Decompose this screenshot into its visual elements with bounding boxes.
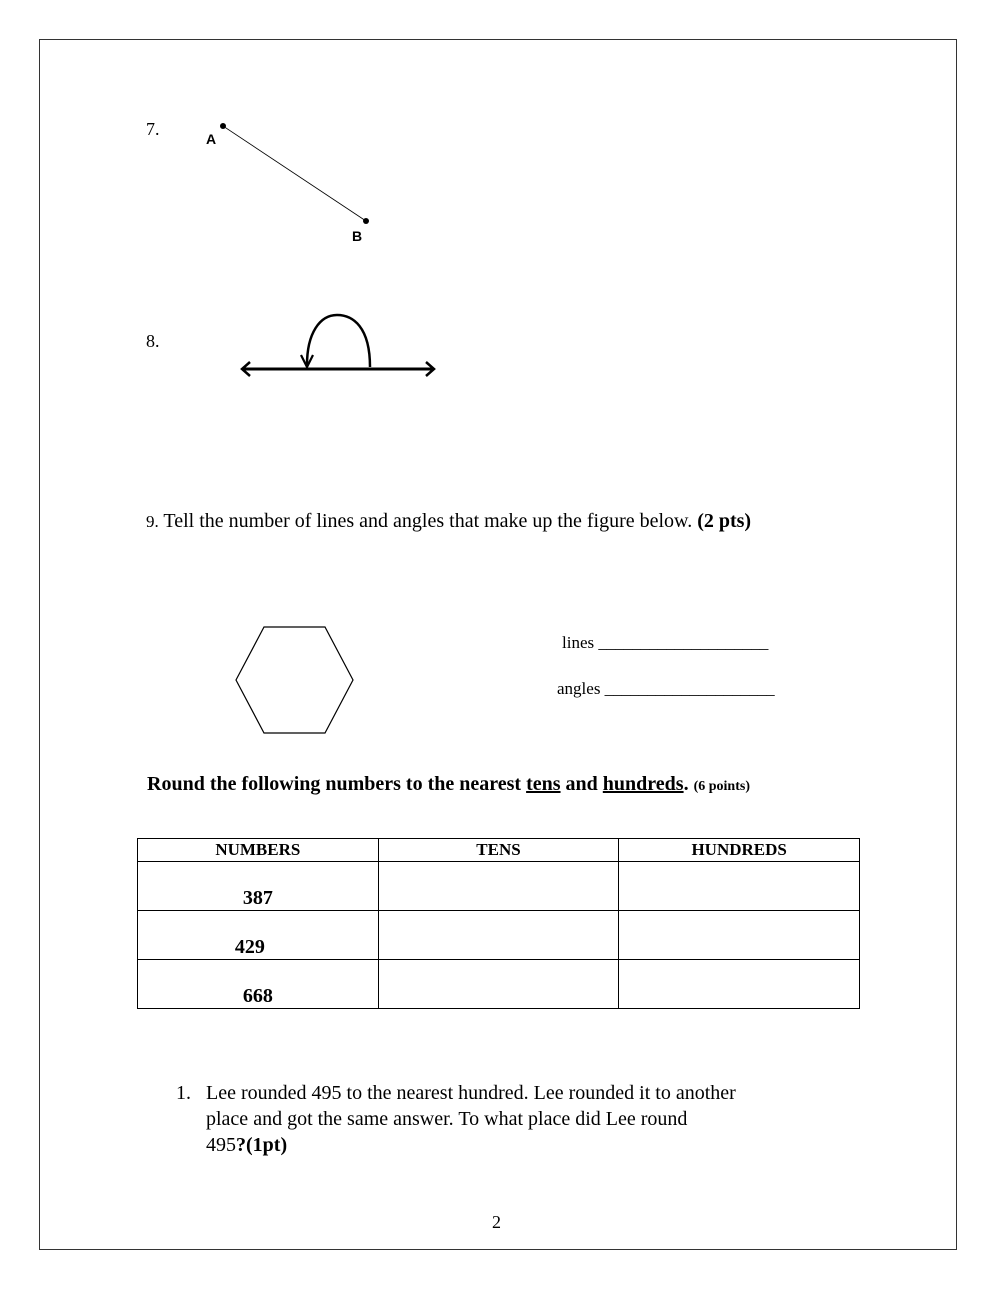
line-with-arc-figure (235, 305, 445, 385)
number-cell (138, 862, 379, 911)
hundreds-answer-cell[interactable] (619, 960, 860, 1009)
question-9-prompt (146, 510, 751, 533)
tens-answer-cell[interactable] (378, 960, 619, 1009)
point-b-label: B (352, 228, 363, 244)
heading-and-word: and (565, 773, 598, 795)
word-problem-number: 1. (176, 1082, 191, 1104)
number-cell (138, 911, 379, 960)
word-problem-points: ?(1pt) (236, 1134, 288, 1156)
word-problem-line-1: Lee rounded 495 to the nearest hundred. Lee rounded it to another (206, 1082, 736, 1104)
curved-arc (307, 315, 370, 367)
segment-ab (223, 126, 366, 221)
word-problem-line-3 (206, 1132, 846, 1158)
point-b-dot (363, 218, 369, 224)
page-border (39, 39, 957, 1250)
number-value: 668 (242, 985, 273, 1007)
word-problem-text (206, 1080, 846, 1158)
point-a-dot (220, 123, 226, 129)
question-7-number: 7. (146, 119, 160, 139)
word-problem-line-3-start: 495 (206, 1134, 236, 1156)
heading-points: (6 points) (693, 779, 750, 794)
heading-period: . (683, 773, 689, 795)
question-8-number: 8. (146, 331, 160, 351)
table-row (138, 911, 860, 960)
question-9-text: Tell the number of lines and angles that make up the figure below. (163, 510, 693, 532)
hexagon (236, 627, 353, 733)
point-a-label: A (206, 131, 217, 147)
hundreds-answer-cell[interactable] (619, 911, 860, 960)
heading-hundreds-word: hundreds (602, 773, 684, 795)
header-tens: TENS (378, 839, 619, 862)
page-number: 2 (492, 1212, 501, 1232)
table-row (138, 862, 860, 911)
number-cell (138, 960, 379, 1009)
header-hundreds: HUNDREDS (619, 839, 860, 862)
word-problem-line-2: place and got the same answer. To what place did Lee round (206, 1108, 688, 1130)
hundreds-answer-cell[interactable] (619, 862, 860, 911)
number-value: 429 (234, 936, 265, 958)
angles-answer-field[interactable]: angles ____________________ (557, 679, 775, 698)
question-9-number: 9. (146, 512, 159, 531)
lines-answer-field[interactable]: lines ____________________ (562, 633, 769, 652)
tens-answer-cell[interactable] (378, 862, 619, 911)
header-numbers: NUMBERS (138, 839, 379, 862)
heading-start: Round the following numbers to the nearest (147, 773, 522, 795)
table-row (138, 960, 860, 1009)
question-9-points: (2 pts) (697, 510, 752, 532)
rounding-heading (147, 773, 750, 796)
heading-tens-word: tens (526, 773, 561, 795)
hexagon-figure (230, 622, 360, 740)
rounding-table (137, 838, 860, 1009)
line-segment-ab-figure (195, 110, 395, 250)
number-value: 387 (242, 887, 273, 909)
table-header-row (138, 839, 860, 862)
tens-answer-cell[interactable] (378, 911, 619, 960)
